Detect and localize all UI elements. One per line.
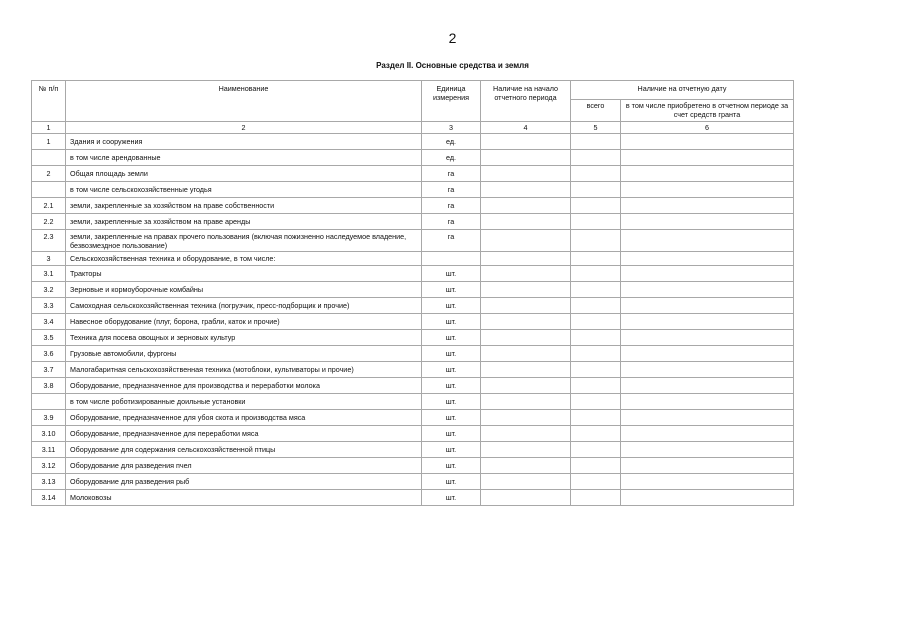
table-row — [32, 182, 794, 198]
row-start-value[interactable] — [481, 346, 571, 362]
table-row — [32, 458, 794, 474]
table-row — [32, 150, 794, 166]
row-unit: шт. — [422, 474, 481, 490]
row-number — [32, 150, 66, 166]
row-number: 3 — [32, 252, 66, 266]
row-total-value[interactable] — [571, 166, 621, 182]
row-total-value[interactable] — [571, 314, 621, 330]
row-number: 3.4 — [32, 314, 66, 330]
row-name: земли, закрепленные на правах прочего пользования (включая пожизненно наследуемое владение, безвозмездное пользование) — [66, 230, 422, 252]
header-start-period: Наличие на начало отчетного периода — [481, 81, 571, 122]
row-grant-value[interactable] — [621, 426, 794, 442]
row-unit: ед. — [422, 150, 481, 166]
table-row — [32, 166, 794, 182]
row-grant-value[interactable] — [621, 378, 794, 394]
row-unit: шт. — [422, 442, 481, 458]
row-start-value[interactable] — [481, 266, 571, 282]
row-total-value[interactable] — [571, 282, 621, 298]
row-unit: шт. — [422, 426, 481, 442]
table-row — [32, 282, 794, 298]
column-number: 4 — [481, 122, 571, 134]
row-total-value[interactable] — [571, 214, 621, 230]
table-row — [32, 266, 794, 282]
column-number: 5 — [571, 122, 621, 134]
row-start-value[interactable] — [481, 410, 571, 426]
row-total-value[interactable] — [571, 346, 621, 362]
row-unit: шт. — [422, 282, 481, 298]
row-start-value[interactable] — [481, 426, 571, 442]
table-header-row — [32, 81, 794, 100]
row-name: Техника для посева овощных и зерновых культур — [66, 330, 422, 346]
row-name: Оборудование, предназначенное для убоя скота и производства мяса — [66, 410, 422, 426]
row-number: 3.11 — [32, 442, 66, 458]
row-unit: шт. — [422, 266, 481, 282]
table-row — [32, 252, 794, 266]
row-total-value[interactable] — [571, 230, 621, 252]
row-total-value[interactable] — [571, 378, 621, 394]
row-start-value[interactable] — [481, 252, 571, 266]
row-grant-value[interactable] — [621, 394, 794, 410]
row-name: Сельскохозяйственная техника и оборудование, в том числе: — [66, 252, 422, 266]
row-number: 3.1 — [32, 266, 66, 282]
row-start-value[interactable] — [481, 198, 571, 214]
row-grant-value[interactable] — [621, 266, 794, 282]
row-total-value[interactable] — [571, 182, 621, 198]
row-start-value[interactable] — [481, 150, 571, 166]
row-unit: шт. — [422, 378, 481, 394]
row-unit: шт. — [422, 394, 481, 410]
row-total-value[interactable] — [571, 198, 621, 214]
row-start-value[interactable] — [481, 458, 571, 474]
row-number: 3.7 — [32, 362, 66, 378]
row-start-value[interactable] — [481, 182, 571, 198]
table-row — [32, 198, 794, 214]
row-number: 3.6 — [32, 346, 66, 362]
row-grant-value[interactable] — [621, 134, 794, 150]
column-number-row — [32, 122, 794, 134]
column-number: 3 — [422, 122, 481, 134]
row-unit: га — [422, 230, 481, 252]
row-number: 3.2 — [32, 282, 66, 298]
row-name: Оборудование для разведения пчел — [66, 458, 422, 474]
table-row — [32, 230, 794, 252]
section-title: Раздел II. Основные средства и земля — [376, 61, 529, 70]
row-name: Самоходная сельскохозяйственная техника (погрузчик, пресс-подборщик и прочие) — [66, 298, 422, 314]
row-grant-value[interactable] — [621, 252, 794, 266]
row-grant-value[interactable] — [621, 490, 794, 506]
row-name: Зерновые и кормоуборочные комбайны — [66, 282, 422, 298]
table-row — [32, 394, 794, 410]
row-grant-value[interactable] — [621, 150, 794, 166]
row-grant-value[interactable] — [621, 458, 794, 474]
row-total-value[interactable] — [571, 458, 621, 474]
row-start-value[interactable] — [481, 442, 571, 458]
row-name: Навесное оборудование (плуг, борона, грабли, каток и прочие) — [66, 314, 422, 330]
row-unit: шт. — [422, 362, 481, 378]
row-name: Здания и сооружения — [66, 134, 422, 150]
table-row — [32, 298, 794, 314]
row-start-value[interactable] — [481, 282, 571, 298]
table-row — [32, 346, 794, 362]
row-name: Оборудование для содержания сельскохозяйственной птицы — [66, 442, 422, 458]
table-row — [32, 134, 794, 150]
row-grant-value[interactable] — [621, 214, 794, 230]
page-number: 2 — [448, 30, 457, 46]
row-total-value[interactable] — [571, 474, 621, 490]
row-grant-value[interactable] — [621, 474, 794, 490]
row-total-value[interactable] — [571, 252, 621, 266]
row-total-value[interactable] — [571, 490, 621, 506]
row-grant-value[interactable] — [621, 230, 794, 252]
row-grant-value[interactable] — [621, 410, 794, 426]
header-report-date: Наличие на отчетную дату — [571, 81, 794, 100]
row-number: 2.1 — [32, 198, 66, 214]
header-total: всего — [571, 100, 621, 122]
row-total-value[interactable] — [571, 426, 621, 442]
table-row — [32, 378, 794, 394]
row-name: Грузовые автомобили, фургоны — [66, 346, 422, 362]
row-unit: га — [422, 198, 481, 214]
row-name: Оборудование для разведения рыб — [66, 474, 422, 490]
row-name: земли, закрепленные за хозяйством на праве собственности — [66, 198, 422, 214]
row-start-value[interactable] — [481, 298, 571, 314]
row-start-value[interactable] — [481, 394, 571, 410]
row-grant-value[interactable] — [621, 198, 794, 214]
column-number: 6 — [621, 122, 794, 134]
column-number: 1 — [32, 122, 66, 134]
row-start-value[interactable] — [481, 490, 571, 506]
row-name: Малогабаритная сельскохозяйственная техника (мотоблоки, культиваторы и прочие) — [66, 362, 422, 378]
row-total-value[interactable] — [571, 394, 621, 410]
row-number: 3.12 — [32, 458, 66, 474]
row-grant-value[interactable] — [621, 362, 794, 378]
header-unit: Единица измерения — [422, 81, 481, 122]
row-start-value[interactable] — [481, 330, 571, 346]
row-grant-value[interactable] — [621, 182, 794, 198]
row-grant-value[interactable] — [621, 314, 794, 330]
row-number: 2.3 — [32, 230, 66, 252]
row-unit: шт. — [422, 458, 481, 474]
row-number: 3.5 — [32, 330, 66, 346]
row-unit: шт. — [422, 410, 481, 426]
row-unit: га — [422, 214, 481, 230]
row-total-value[interactable] — [571, 442, 621, 458]
row-total-value[interactable] — [571, 330, 621, 346]
header-grant: в том числе приобретено в отчетном периоде за счет средств гранта — [621, 100, 794, 122]
row-name: Молоковозы — [66, 490, 422, 506]
row-number: 1 — [32, 134, 66, 150]
table-row — [32, 474, 794, 490]
row-start-value[interactable] — [481, 314, 571, 330]
row-name: в том числе арендованные — [66, 150, 422, 166]
row-start-value[interactable] — [481, 362, 571, 378]
row-number: 3.8 — [32, 378, 66, 394]
row-unit: шт. — [422, 330, 481, 346]
row-grant-value[interactable] — [621, 346, 794, 362]
row-unit: ед. — [422, 134, 481, 150]
header-number: № п/п — [32, 81, 66, 122]
header-name: Наименование — [66, 81, 422, 122]
row-start-value[interactable] — [481, 378, 571, 394]
table-row — [32, 214, 794, 230]
row-start-value[interactable] — [481, 214, 571, 230]
row-unit — [422, 252, 481, 266]
row-name: земли, закрепленные за хозяйством на праве аренды — [66, 214, 422, 230]
row-number: 3.10 — [32, 426, 66, 442]
row-number: 3.9 — [32, 410, 66, 426]
row-number — [32, 394, 66, 410]
row-name: Тракторы — [66, 266, 422, 282]
row-unit: шт. — [422, 298, 481, 314]
row-unit: шт. — [422, 346, 481, 362]
row-unit: га — [422, 166, 481, 182]
row-number — [32, 182, 66, 198]
table-row — [32, 314, 794, 330]
row-start-value[interactable] — [481, 134, 571, 150]
row-number: 3.13 — [32, 474, 66, 490]
row-number: 3.14 — [32, 490, 66, 506]
table-row — [32, 426, 794, 442]
row-grant-value[interactable] — [621, 282, 794, 298]
row-number: 3.3 — [32, 298, 66, 314]
row-name: в том числе сельскохозяйственные угодья — [66, 182, 422, 198]
assets-table — [31, 80, 794, 506]
row-total-value[interactable] — [571, 150, 621, 166]
row-unit: шт. — [422, 490, 481, 506]
row-name: Общая площадь земли — [66, 166, 422, 182]
row-number: 2.2 — [32, 214, 66, 230]
row-start-value[interactable] — [481, 230, 571, 252]
row-total-value[interactable] — [571, 362, 621, 378]
row-grant-value[interactable] — [621, 442, 794, 458]
row-total-value[interactable] — [571, 410, 621, 426]
row-name: Оборудование, предназначенное для производства и переработки молока — [66, 378, 422, 394]
row-grant-value[interactable] — [621, 166, 794, 182]
table-row — [32, 442, 794, 458]
row-start-value[interactable] — [481, 166, 571, 182]
row-grant-value[interactable] — [621, 330, 794, 346]
table-row — [32, 490, 794, 506]
row-start-value[interactable] — [481, 474, 571, 490]
row-total-value[interactable] — [571, 266, 621, 282]
row-total-value[interactable] — [571, 134, 621, 150]
row-total-value[interactable] — [571, 298, 621, 314]
row-grant-value[interactable] — [621, 298, 794, 314]
row-unit: га — [422, 182, 481, 198]
row-unit: шт. — [422, 314, 481, 330]
table-row — [32, 362, 794, 378]
table-row — [32, 330, 794, 346]
row-number: 2 — [32, 166, 66, 182]
column-number: 2 — [66, 122, 422, 134]
row-name: в том числе роботизированные доильные установки — [66, 394, 422, 410]
row-name: Оборудование, предназначенное для переработки мяса — [66, 426, 422, 442]
table-row — [32, 410, 794, 426]
